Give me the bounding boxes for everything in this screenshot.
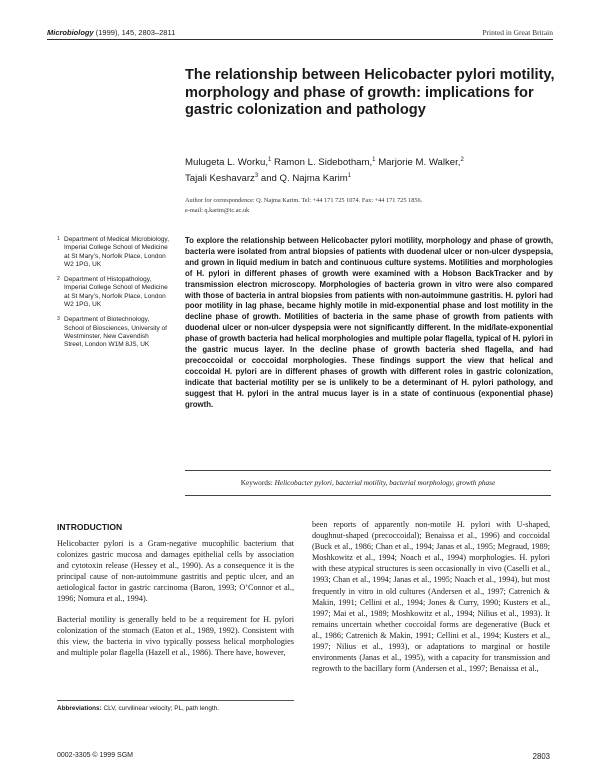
intro-paragraph-2: Bacterial motility is generally held to be a requirement for H. pylori colonization of the stomach (Eaton et al., 1989, 1992). Consistent with this view, the bacteria in vivo typically possess helical morphologies and multiple polar flagella (Hazell et al., 1986). There have, however, [57, 614, 294, 657]
issn-copyright: 0002-3305 © 1999 SGM [57, 752, 133, 759]
footnote-rule [57, 700, 294, 701]
author-karim: and Q. Najma Karim [260, 173, 348, 185]
affiliation-text: Department of Biotechnology, School of Biosciences, University of Westminster, New Cavendish Street, London W1M 8JS, UK [64, 316, 167, 349]
correspondence-contact: Author for correspondence: Q. Najma Karim. Tel: +44 171 725 1074. Fax: +44 171 725 1856. [185, 197, 423, 204]
author-keshavarz: Tajali Keshavarz [185, 173, 255, 185]
journal-volume-pages: (1999), 145, 2803–2811 [93, 28, 176, 37]
affiliation-number: 2 [57, 276, 60, 283]
keywords-box [185, 470, 551, 496]
article-title: The relationship between Helicobacter pylori motility, morphology and phase of growth: implications for gastric colonization and pathology [185, 67, 555, 119]
intro-paragraph-3: been reports of apparently non-motile H. pylori with U-shaped, doughnut-shaped (precoccoidal); Benaissa et al., 1996) and coccoidal (Buck et al., 1986; Chan et al., 1994; Janas et al., 1995; Megraud, 1989; Moshkowitz et al., 1994; Noach et al., 1994) morphologies. H. pylori with these atypical structures is seen occasionally in vivo (Caselli et al., 1993; Chan et al., 1994; Janas et al., 1995; Noach et al., 1994), but most frequently in vitro in old cultures (Andersen et al., 1997; Catrenich & Makin, 1991; Cellini et al., 1994; Jones & Curry, 1990; Kusters et al., 1997; Mai et al., 1989; Moshkowitz et al., 1994; Nilius et al., 1993). It remains uncertain whether coccoidal forms are degenerative (Buck et al., 1986; Catrenich & Makin, 1991; Cellini et al., 1994; Kusters et al., 1997; Nilius et al., 1993), or adaptations to marginal or hostile environments (Janas et al., 1995), with a capacity for transmission and regrowth to the bacillary form (Andersen et al., 1997; Benaissa et al., [312, 520, 550, 674]
abstract: To explore the relationship between Helicobacter pylori motility, morphology and phase of growth, bacteria were isolated from antral biopsies of patients with duodenal ulcer or non-ulcer dyspepsia, and grown in liquid medium in batch and continuous culture systems. Motilities and morphologies of H. pylori in different phases of growth were examined with a Hobson BackTracker and by transmission electron microscopy. Morphologies of bacteria grown in vitro were also compared with those of bacteria in antral biopsies from patients with non-autoimmune gastritis. H. pylori had poor motility in lag phase, became highly motile in mid-exponential phase and lost motility in the decline phase of growth. Motilities of bacteria in the same phase of growth from patients with duodenal ulcer or non-ulcer dyspepsia were not significantly different. In the mid/late-exponential phase of growth bacteria had helical morphologies and multiple polar flagella, typical of H. pylori in the gastric mucus layer. In the decline phase of growth bacteria shed flagella, and had precoccoidal or coccoidal morphologies. These findings support the view that helical and coccoidal H. pylori are in different phases of growth with different roles in gastric colonization, indicate that bacterial motility per se is unlikely to be a determinant of H. pylori pathology, and suggest that H. pylori in the antral mucus layer is in a state of continuous (exponential phase) growth. [185, 236, 553, 409]
author-affil-sup: 1 [347, 172, 352, 179]
correspondence-note [185, 196, 555, 216]
header-rule [47, 39, 553, 40]
author-walker: Marjorie M. Walker, [378, 157, 461, 169]
affiliations [57, 236, 169, 357]
affiliation-2 [57, 276, 169, 309]
printed-in-note: Printed in Great Britain [482, 28, 553, 37]
abbreviations-footnote [57, 705, 294, 712]
author-sidebotham: Ramon L. Sidebotham, [274, 157, 373, 169]
keywords-label: Keywords: [240, 478, 273, 487]
author-affil-sup: 3 [254, 172, 259, 179]
section-heading-introduction: INTRODUCTION [57, 522, 123, 532]
affiliation-text: Department of Medical Microbiology, Imperial College School of Medicine at St Mary’s, Norfolk Place, London W2 1PG, UK [64, 236, 170, 268]
keywords-text: Helicobacter pylori, bacterial motility, bacterial morphology, growth phase [272, 478, 496, 487]
affiliation-1 [57, 236, 169, 269]
body-column-right [312, 519, 550, 683]
author-affil-sup: 1 [268, 157, 272, 163]
affiliation-text: Department of Histopathology, Imperial College School of Medicine at St Mary’s, Norfolk Place, London W2 1PG, UK [64, 276, 168, 309]
author-affil-sup: 1 [372, 157, 376, 163]
intro-paragraph-1: Helicobacter pylori is a Gram-negative mucophilic bacterium that colonizes gastric mucosa and damages epithelial cells by association and cytotoxin release (Hessey et al., 1990). As a consequence it is the principal cause of non-autoimmune gastritis and peptic ulcer, and an aetiological factor in gastric carcinoma (Baron, 1993; O’Connor et al., 1996; Nomura et al., 1994). [57, 539, 294, 604]
abbreviations-label: Abbreviations: [57, 705, 102, 712]
body-column-left [57, 538, 294, 667]
journal-name: Microbiology [47, 28, 94, 37]
affiliation-number: 1 [57, 236, 60, 242]
affiliation-number: 3 [57, 316, 60, 323]
author-list [185, 154, 555, 186]
abbreviations-text: CLV, curvilinear velocity; PL, path length. [101, 705, 219, 712]
page-number: 2803 [532, 752, 550, 761]
journal-citation [47, 28, 175, 37]
author-affil-sup: 2 [460, 157, 464, 163]
affiliation-3 [57, 316, 169, 349]
author-worku: Mulugeta L. Worku, [185, 157, 269, 169]
correspondence-email: e-mail: q.karim@ic.ac.uk [185, 207, 250, 214]
